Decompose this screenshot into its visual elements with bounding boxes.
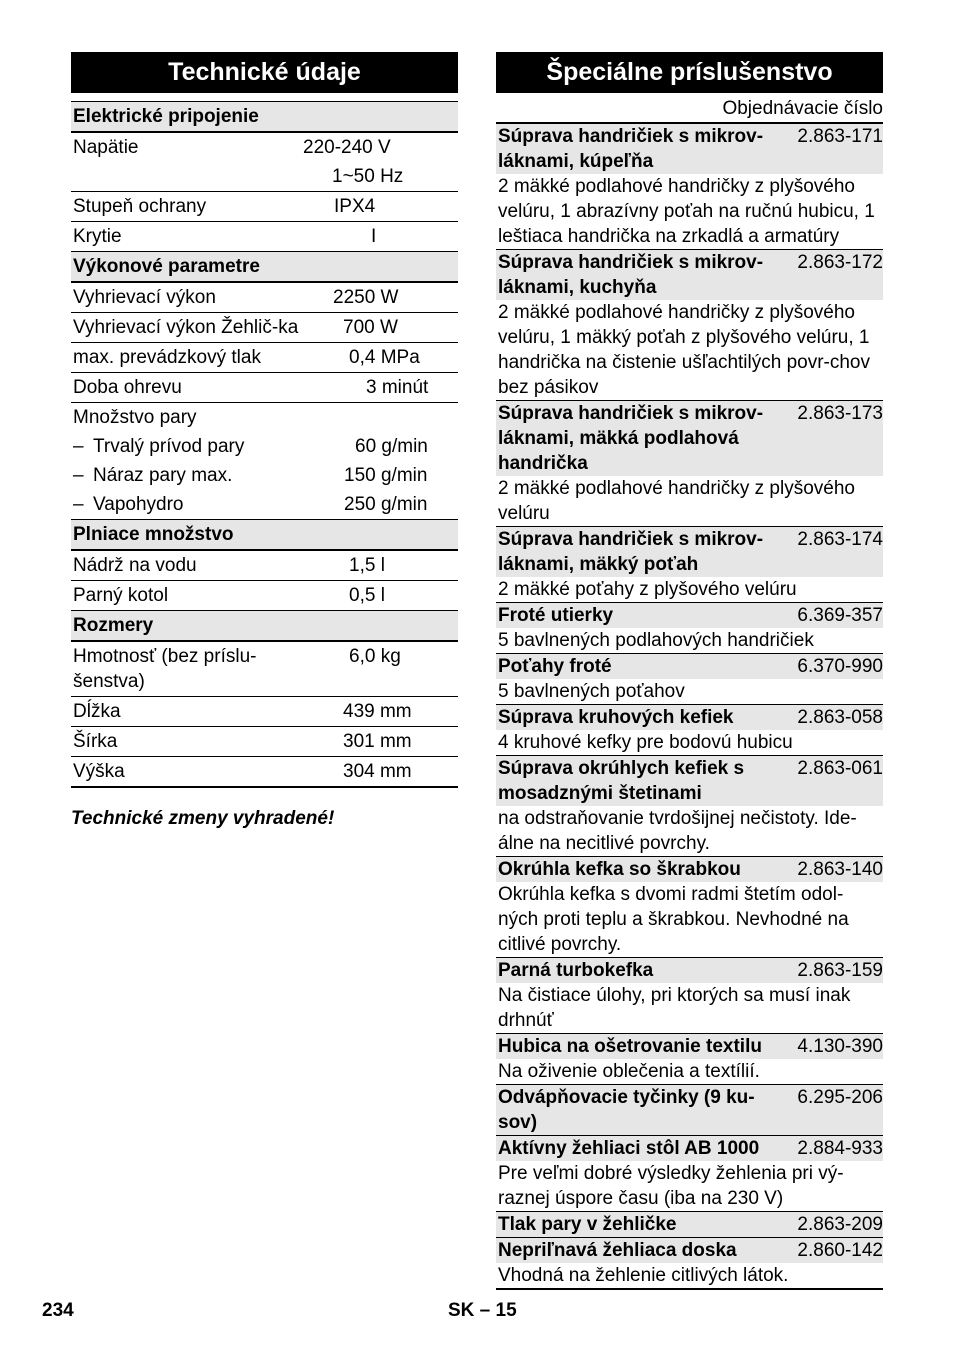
item-header (496, 1212, 883, 1237)
row-label: Krytie (73, 226, 122, 247)
section-page-label: SK – 15 (448, 1300, 517, 1321)
row-value: 150 g/min (344, 465, 428, 486)
item-description: Na čistiace úlohy, pri ktorých sa musí inak drhnúť (498, 985, 851, 1031)
table-row (71, 490, 458, 519)
row-value: 1,5 l (349, 555, 385, 576)
item-name: Súprava handričiek s mikrov-láknami, mäkká podlahová handrička (498, 403, 764, 474)
section-dimensions: Rozmery (71, 610, 458, 642)
item-order-number: 2.863-061 (797, 758, 883, 779)
item-order-number: 4.130-390 (797, 1036, 883, 1057)
table-row (71, 343, 458, 373)
item-description: na odstraňovanie tvrdošijnej nečistoty. Ide-álne na necitlivé povrchy. (498, 808, 857, 854)
item-name: Súprava handričiek s mikrov-láknami, kúpeľňa (498, 126, 764, 172)
row-label: Výška (73, 761, 125, 782)
row-value: 439 mm (343, 701, 412, 722)
list-item (496, 1238, 883, 1290)
item-order-number: 6.370-990 (797, 656, 883, 677)
item-name: Hubica na ošetrovanie textilu (498, 1036, 762, 1057)
table-row (71, 727, 458, 757)
table-row (71, 581, 458, 610)
item-header (496, 857, 883, 882)
technical-changes-note: Technické zmeny vyhradené! (71, 808, 335, 829)
section-electric: Elektrické pripojenie (71, 102, 458, 133)
row-label: Šírka (73, 731, 118, 752)
item-name: Súprava handričiek s mikrov-láknami, mäkký poťah (498, 529, 764, 575)
table-row (71, 192, 458, 222)
row-value: 304 mm (343, 761, 412, 782)
list-item (496, 958, 883, 1034)
row-value: 1~50 Hz (332, 166, 404, 187)
item-order-number: 2.860-142 (797, 1240, 883, 1261)
item-name: Parná turbokefka (498, 960, 654, 981)
dash-bullet: – (73, 494, 84, 515)
row-label: Parný kotol (73, 585, 169, 606)
list-item (496, 1136, 883, 1212)
accessories-list (496, 124, 883, 1290)
list-item (496, 401, 883, 527)
row-value: 700 W (343, 317, 398, 338)
item-header (496, 958, 883, 983)
list-item (496, 857, 883, 958)
item-header (496, 124, 883, 174)
row-value: 0,4 MPa (349, 347, 420, 368)
item-order-number: 2.863-174 (797, 529, 883, 550)
item-header (496, 1238, 883, 1263)
row-label: Náraz pary max. (93, 465, 233, 486)
item-order-number: 2.863-159 (797, 960, 883, 981)
list-item (496, 603, 883, 654)
row-value: 6,0 kg (349, 646, 401, 667)
row-label: Dĺžka (73, 701, 121, 722)
table-row (71, 162, 458, 192)
list-item (496, 250, 883, 401)
item-order-number: 2.863-058 (797, 707, 883, 728)
item-description: Okrúhla kefka s dvomi radmi štetím odol-ných proti teplu a škrabkou. Nevhodné na citlivé povrchy. (498, 884, 849, 955)
technical-data-column (71, 52, 458, 831)
item-name: Súprava handričiek s mikrov-láknami, kuchyňa (498, 252, 764, 298)
row-value: 2250 W (333, 287, 399, 308)
row-value: 220-240 V (303, 137, 391, 158)
table-row (71, 222, 458, 251)
item-name: Súprava kruhových kefiek (498, 707, 734, 728)
item-name: Aktívny žehliaci stôl AB 1000 (498, 1138, 760, 1159)
table-row (71, 373, 458, 403)
item-header (496, 1085, 883, 1135)
list-item (496, 654, 883, 705)
row-label: max. prevádzkový tlak (73, 347, 261, 368)
table-row (71, 403, 458, 432)
item-order-number: 6.295-206 (797, 1087, 883, 1108)
item-order-number: 6.369-357 (797, 605, 883, 626)
list-item (496, 1085, 883, 1136)
row-value: 0,5 l (349, 585, 385, 606)
order-number-header: Objednávacie číslo (496, 93, 883, 124)
technical-data-table (71, 101, 458, 788)
item-header (496, 654, 883, 679)
row-value: 60 g/min (355, 436, 428, 457)
item-order-number: 2.863-173 (797, 403, 883, 424)
accessories-title: Špeciálne príslušenstvo (496, 52, 883, 93)
item-header (496, 603, 883, 628)
list-item (496, 1034, 883, 1085)
table-row (71, 642, 458, 697)
table-row (71, 283, 458, 313)
item-name: Okrúhla kefka so škrabkou (498, 859, 741, 880)
table-row (71, 697, 458, 727)
dash-bullet: – (73, 465, 84, 486)
section-filling: Plniace množstvo (71, 519, 458, 551)
table-row (71, 432, 458, 461)
table-row (71, 757, 458, 786)
item-header (496, 705, 883, 730)
table-row (71, 461, 458, 490)
item-header (496, 250, 883, 300)
item-name: Odvápňovacie tyčinky (9 ku-sov) (498, 1087, 755, 1133)
row-label: Vyhrievací výkon (73, 287, 216, 308)
section-performance: Výkonové parametre (71, 251, 458, 283)
item-description: 4 kruhové kefky pre bodovú hubicu (498, 732, 793, 753)
item-name: Nepriľnavá žehliaca doska (498, 1240, 737, 1261)
technical-data-title: Technické údaje (71, 52, 458, 93)
item-order-number: 2.863-172 (797, 252, 883, 273)
item-description: 5 bavlnených poťahov (498, 681, 685, 702)
item-description: Vhodná na žehlenie citlivých látok. (498, 1265, 789, 1286)
item-description: 5 bavlnených podlahových handričiek (498, 630, 814, 651)
item-description: 2 mäkké podlahové handričky z plyšového velúru, 1 mäkký poťah z plyšového velúru, 1 handrička na čistenie ušľachtilých povr-chov bez pásikov (498, 302, 871, 398)
accessories-column (496, 52, 883, 1290)
row-label: Nádrž na vodu (73, 555, 197, 576)
item-description: 2 mäkké poťahy z plyšového velúru (498, 579, 797, 600)
item-header (496, 527, 883, 577)
item-name: Tlak pary v žehličke (498, 1214, 677, 1235)
list-item (496, 527, 883, 603)
item-name: Poťahy froté (498, 656, 612, 677)
item-description: 2 mäkké podlahové handričky z plyšového velúru (498, 478, 855, 524)
table-row (71, 133, 458, 162)
list-item (496, 124, 883, 250)
row-label: Vapohydro (93, 494, 184, 515)
item-header (496, 756, 883, 806)
item-name: Súprava okrúhlych kefiek s mosadznými štetinami (498, 758, 745, 804)
row-value: 3 minút (366, 377, 429, 398)
item-header (496, 401, 883, 476)
row-label: Doba ohrevu (73, 377, 182, 398)
item-order-number: 2.863-171 (797, 126, 883, 147)
dash-bullet: – (73, 436, 84, 457)
row-value: IPX4 (334, 196, 376, 217)
row-value: 250 g/min (344, 494, 428, 515)
item-description: Pre veľmi dobré výsledky žehlenia pri vý-raznej úspore času (iba na 230 V) (498, 1163, 844, 1209)
item-header (496, 1136, 883, 1161)
item-header (496, 1034, 883, 1059)
row-label: Napätie (73, 137, 139, 158)
item-order-number: 2.863-140 (797, 859, 883, 880)
item-description: Na oživenie oblečenia a textílií. (498, 1061, 760, 1082)
row-label: Hmotnosť (bez príslu-šenstva) (73, 646, 257, 692)
list-item (496, 756, 883, 857)
row-label: Stupeň ochrany (73, 196, 207, 217)
table-row (71, 551, 458, 581)
row-label: Množstvo pary (73, 407, 197, 428)
item-description: 2 mäkké podlahové handričky z plyšového velúru, 1 abrazívny poťah na ručnú hubicu, 1 leštiaca handrička na zrkadlá a armatúry (498, 176, 875, 247)
item-name: Froté utierky (498, 605, 614, 626)
item-order-number: 2.863-209 (797, 1214, 883, 1235)
list-item (496, 705, 883, 756)
list-item (496, 1212, 883, 1238)
row-label: Vyhrievací výkon Žehlič-ka (73, 317, 299, 338)
row-label: Trvalý prívod pary (93, 436, 245, 457)
table-row (71, 313, 458, 343)
item-order-number: 2.884-933 (797, 1138, 883, 1159)
row-value: 301 mm (343, 731, 412, 752)
page-number: 234 (42, 1300, 74, 1321)
row-value: I (371, 226, 377, 247)
